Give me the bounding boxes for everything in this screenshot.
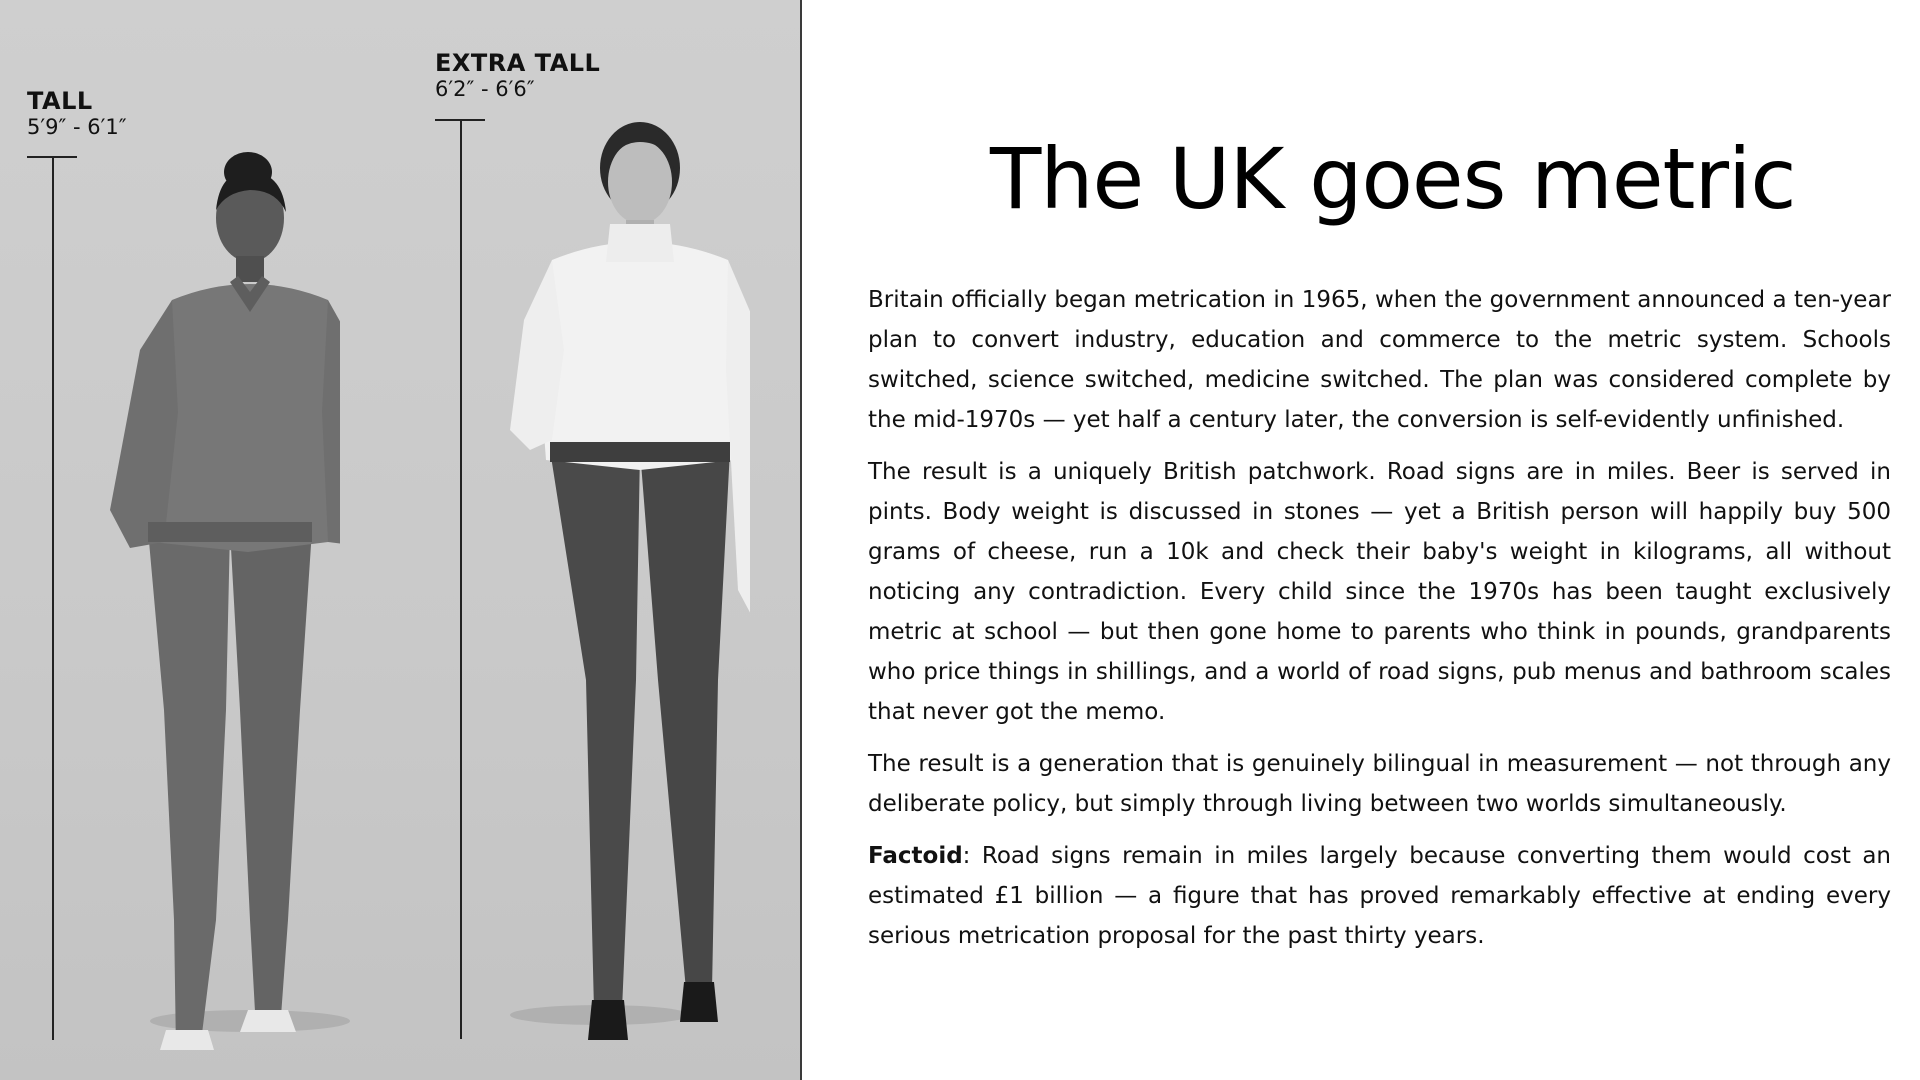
extra-tall-height-ruler-icon	[460, 119, 462, 1039]
article-body	[868, 280, 1891, 968]
extra-tall-size-range: 6′2″ - 6′6″	[435, 77, 535, 102]
tall-size-range: 5′9″ - 6′1″	[27, 115, 127, 140]
tall-size-label	[27, 88, 127, 139]
article-paragraph: The result is a uniquely British patchwork. Road signs are in miles. Beer is served in pints. Body weight is discussed in stones — yet a British person will happily buy 500 grams of cheese, run a 10k and check their baby's weight in kilograms, all without noticing any contradiction. Every child since the 1970s has been taught exclusively metric at school — but then gone home to parents who think in pounds, grandparents who price things in shillings, and a world of road signs, pub menus and bathroom scales that never got the memo.	[868, 459, 1891, 725]
article-title: The UK goes metric	[990, 130, 1796, 228]
factoid-paragraph	[868, 836, 1891, 956]
extra-tall-model-figure	[490, 120, 750, 1040]
extra-tall-size-name: EXTRA TALL	[435, 49, 601, 77]
model-photo-panel	[0, 0, 802, 1080]
factoid-text: : Road signs remain in miles largely because converting them would cost an estimated £1 billion — a figure that has proved remarkably effective at ending every serious metrication proposal for the past thirty years.	[868, 843, 1891, 949]
tall-size-name: TALL	[27, 87, 93, 115]
factoid-label: Factoid	[868, 843, 963, 869]
article-paragraph: Britain officially began metrication in 1965, when the government announced a ten-year plan to convert industry, education and commerce to the metric system. Schools switched, science switched, medicine switched. The plan was considered complete by the mid-1970s — yet half a century later, the conversion is self-evidently unfinished.	[868, 287, 1891, 433]
tall-model-figure	[80, 150, 340, 1050]
tall-height-ruler-icon	[52, 156, 54, 1040]
article-paragraph: The result is a generation that is genuinely bilingual in measurement — not through any deliberate policy, but simply through living between two worlds simultaneously.	[868, 751, 1891, 817]
extra-tall-size-label	[435, 50, 600, 101]
